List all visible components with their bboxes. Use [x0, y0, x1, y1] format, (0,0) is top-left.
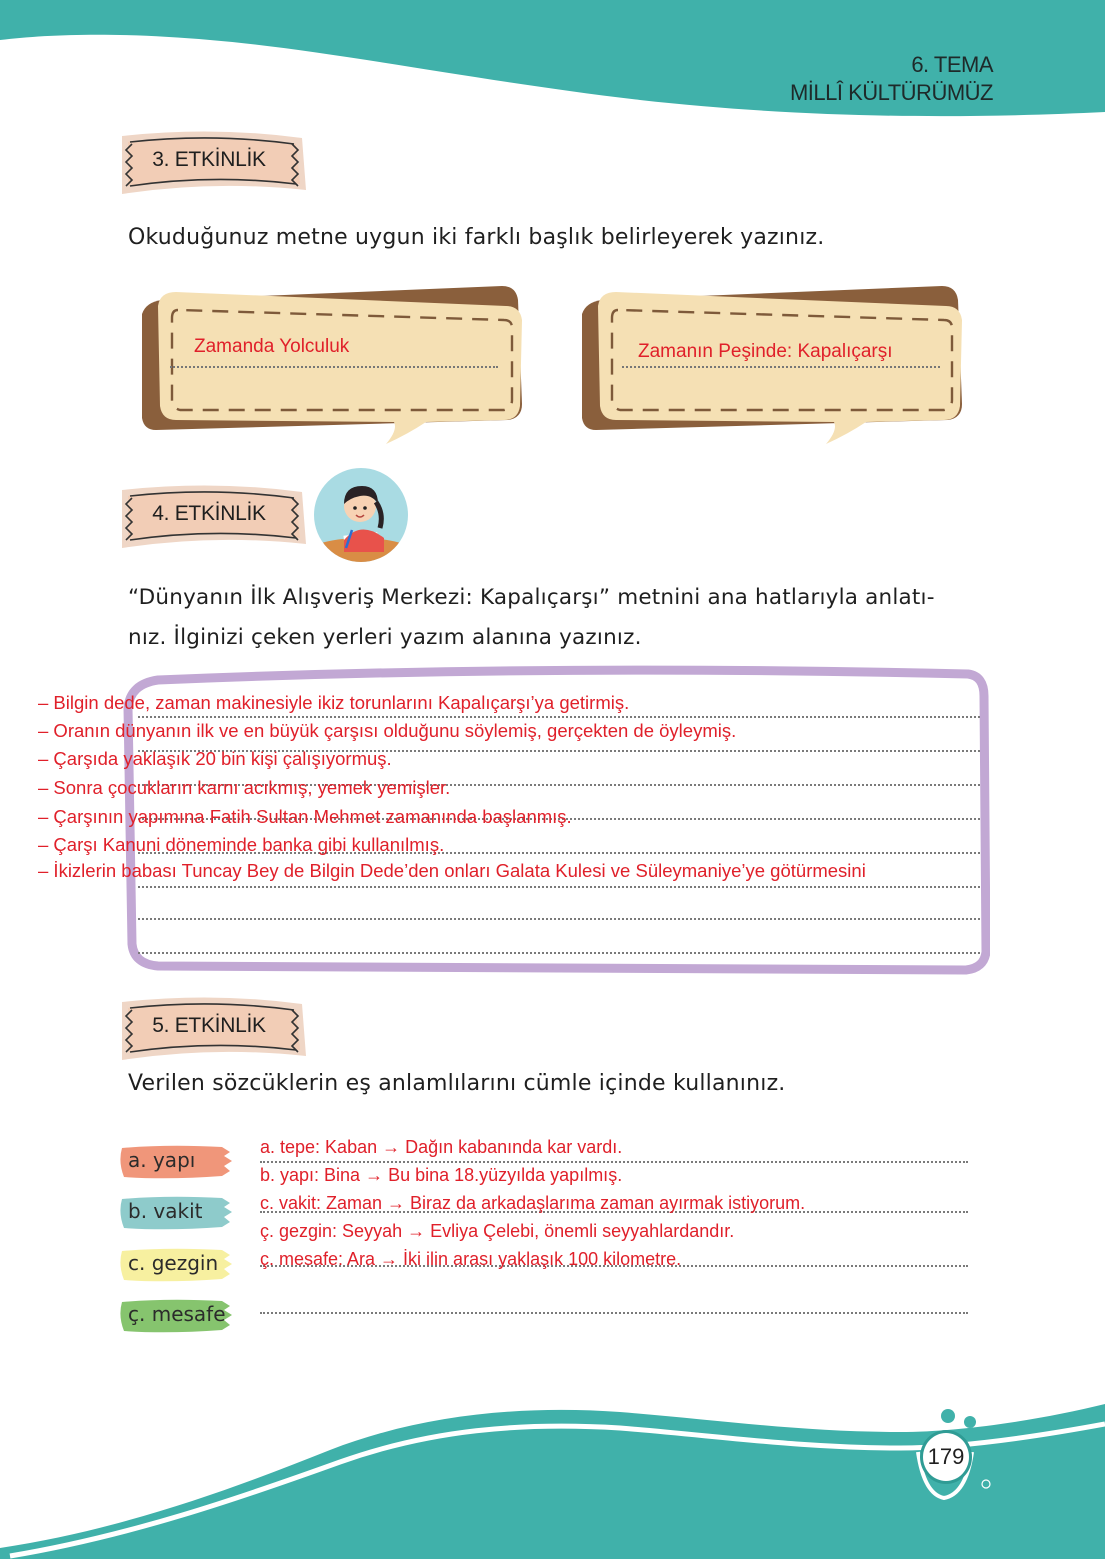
word-chip-label: b. vakit	[128, 1199, 203, 1223]
answer-line[interactable]: – İkizlerin babası Tuncay Bey de Bilgin Dede’den onları Galata Kulesi ve Süleymaniye’ye götürmesini	[38, 860, 866, 881]
answer-line[interactable]: c. vakit: Zaman → Biraz da arkadaşlarıma zaman ayırmak istiyorum.	[260, 1193, 806, 1213]
title-answer-box-1	[136, 284, 526, 444]
dotted-line	[138, 716, 980, 718]
word-chip-gezgin	[118, 1247, 236, 1283]
word-chip-label: a. yapı	[128, 1148, 196, 1172]
word-chip-yapi	[118, 1144, 236, 1180]
answer-line[interactable]: ç. gezgin: Seyyah → Evliya Çelebi, önemli seyyahlardandır.	[260, 1221, 735, 1241]
activity-4-instruction	[128, 578, 935, 658]
title-answer-1[interactable]: Zamanda Yolculuk	[194, 336, 350, 357]
activity-3-instruction: Okuduğunuz metne uygun iki farklı başlık belirleyerek yazınız.	[128, 225, 825, 250]
answer-line[interactable]: – Çarşı Kanuni döneminde banka gibi kullanılmış.	[38, 834, 445, 855]
answer-line[interactable]: – Çarşıda yaklaşık 20 bin kişi çalışıyormuş.	[38, 748, 392, 769]
word-chip-label: ç. mesafe	[128, 1302, 226, 1326]
activity-5-banner	[118, 994, 308, 1062]
title-answer-box-2	[576, 284, 966, 444]
activity-3-banner	[118, 128, 308, 196]
word-chip-vakit	[118, 1195, 236, 1231]
answer-line[interactable]: a. tepe: Kaban → Dağın kabanında kar vardı.	[260, 1137, 623, 1157]
activity-4-label: 4. ETKİNLİK	[152, 502, 266, 525]
dotted-line	[138, 918, 980, 920]
activity-4-instruction-line-1: “Dünyanın İlk Alışveriş Merkezi: Kapalıçarşı” metnini ana hatlarıyla anlatı-	[128, 585, 935, 610]
word-chip-mesafe	[118, 1298, 236, 1334]
answer-line[interactable]: – Sonra çocukların karnı acıkmış, yemek yemişler.	[38, 777, 451, 798]
page-number: 179	[927, 1444, 965, 1469]
dotted-line	[138, 952, 980, 954]
dotted-line	[260, 1312, 968, 1314]
answer-line[interactable]: – Çarşının yapımına Fatih Sultan Mehmet zamanında başlanmış.	[38, 806, 572, 827]
answer-dotted-line	[170, 366, 498, 368]
theme-number: 6. TEMA	[911, 52, 993, 77]
answer-line[interactable]: ç. mesafe: Ara → İki ilin arası yaklaşık 100 kilometre.	[260, 1249, 682, 1269]
activity-5-label: 5. ETKİNLİK	[152, 1014, 266, 1037]
girl-writing-avatar	[314, 468, 408, 562]
answer-line[interactable]: – Oranın dünyanın ilk ve en büyük çarşısı olduğunu söylemiş, gerçekten de öyleymiş.	[38, 720, 737, 741]
word-chip-label: c. gezgin	[128, 1251, 219, 1275]
title-answer-2[interactable]: Zamanın Peşinde: Kapalıçarşı	[638, 341, 893, 362]
dotted-line	[260, 1161, 968, 1163]
activity-5-instruction: Verilen sözcüklerin eş anlamlılarını cümle içinde kullanınız.	[128, 1071, 786, 1096]
activity-4-instruction-line-2: nız. İlginizi çeken yerleri yazım alanına yazınız.	[128, 625, 642, 650]
dotted-line	[138, 886, 980, 888]
theme-name: MİLLÎ KÜLTÜRÜMÜZ	[789, 80, 993, 105]
answer-line[interactable]: – Bilgin dede, zaman makinesiyle ikiz torunlarını Kapalıçarşı’ya getirmiş.	[38, 692, 630, 713]
answer-dotted-line	[622, 366, 940, 368]
activity-3-label: 3. ETKİNLİK	[152, 148, 266, 171]
activity-4-banner	[118, 482, 308, 550]
answer-line[interactable]: b. yapı: Bina → Bu bina 18.yüzyılda yapılmış.	[260, 1165, 623, 1185]
